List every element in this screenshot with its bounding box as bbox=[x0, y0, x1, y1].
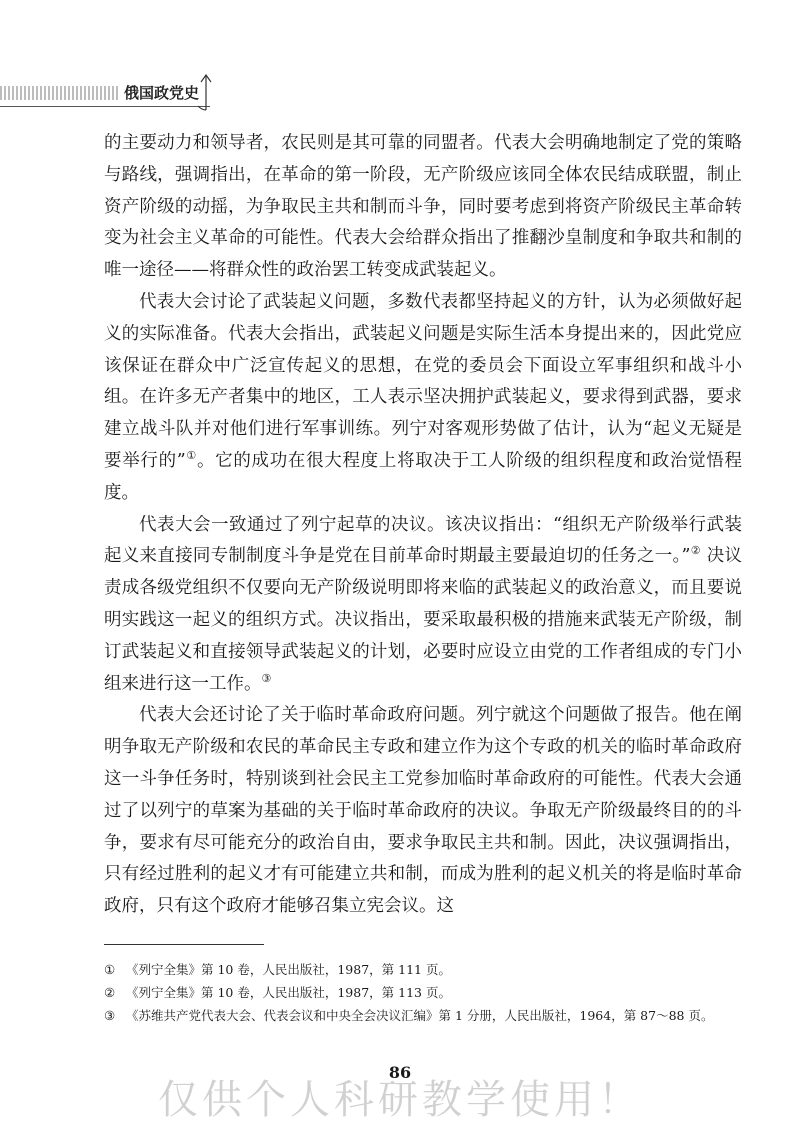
paragraph bbox=[104, 128, 742, 287]
header-rule bbox=[0, 106, 210, 107]
footnote-item bbox=[104, 981, 744, 1004]
footnote-ref[interactable]: ② bbox=[690, 544, 701, 558]
footnote-item bbox=[104, 958, 744, 981]
paragraph bbox=[104, 287, 742, 510]
watermark: 仅供个人科研教学使用！ bbox=[158, 1077, 642, 1123]
footnote-text: 《列宁全集》第 10 卷，人民出版社，1987，第 111 页。 bbox=[126, 962, 451, 977]
running-header bbox=[0, 72, 230, 114]
footnote-mark: ③ bbox=[104, 1008, 116, 1023]
footnote-mark: ① bbox=[104, 962, 116, 977]
footnote-item bbox=[104, 1004, 744, 1027]
paragraph-text: 代表大会讨论了武装起义问题，多数代表都坚持起义的方针，认为必须做好起义的实际准备。代表大会指出，武装起义问题是实际生活本身提出来的，因此党应该保证在群众中广泛宣传起义的思想，在党的委员会下面设立军事组织和战斗小组。在许多无产者集中的地区，工人表示坚决拥护武装起义，要求得到武器，要求建立战斗队并对他们进行军事训练。列宁对客观形势做了估计，认为“起义无疑是要举行的” bbox=[104, 291, 742, 471]
paragraph-text: 的主要动力和领导者，农民则是其可靠的同盟者。代表大会明确地制定了党的策略与路线，强调指出，在革命的第一阶段，无产阶级应该同全体农民结成联盟，制止资产阶级的动摇，为争取民主共和制而斗争，同时要考虑到将资产阶级民主革命转变为社会主义革命的可能性。代表大会给群众指出了推翻沙皇制度和争取共和制的唯一途径——将群众性的政治罢工转变成武装起义。 bbox=[104, 133, 742, 281]
footnote-ref[interactable]: ③ bbox=[261, 671, 272, 685]
footnote-text: 《列宁全集》第 10 卷，人民出版社，1987，第 113 页。 bbox=[126, 985, 451, 1000]
body-text bbox=[104, 128, 742, 923]
paragraph-text: 。它的成功在很大程度上将取决于工人阶级的组织程度和政治觉悟程度。 bbox=[104, 450, 742, 503]
paragraph-text: 代表大会还讨论了关于临时革命政府问题。列宁就这个问题做了报告。他在阐明争取无产阶级和农民的革命民主专政和建立作为这个专政的机关的临时革命政府这一斗争任务时，特别谈到社会民主工党参加临时革命政府的可能性。代表大会通过了以列宁的草案为基础的关于临时革命政府的决议。争取无产阶级最终目的的斗争，要求有尽可能充分的政治自由，要求争取民主共和制。因此，决议强调指出，只有经过胜利的起义才有可能建立共和制，而成为胜利的起义机关的将是临时革命政府，只有这个政府才能够召集立宪会议。这 bbox=[104, 705, 742, 917]
header-hatch-decoration bbox=[0, 86, 118, 100]
paragraph-text: 代表大会一致通过了列宁起草的决议。该决议指出：“组织无产阶级举行武装起义来直接同专制制度斗争是党在目前革命时期最主要最迫切的任务之一。” bbox=[104, 514, 742, 567]
paragraph-text: 决议责成各级党组织不仅要向无产阶级说明即将来临的武装起义的政治意义，而且要说明实践这一起义的组织方式。决议指出，要采取最积极的措施来武装无产阶级，制订武装起义和直接领导武装起义的计划，必要时应设立由党的工作者组成的专门小组来进行这一工作。 bbox=[104, 546, 742, 694]
footnote-text: 《苏维共产党代表大会、代表会议和中央全会决议汇编》第 1 分册，人民出版社，1964，第 87～88 页。 bbox=[126, 1008, 714, 1023]
footnote-rule bbox=[104, 944, 264, 945]
page-number: 86 bbox=[388, 1063, 412, 1082]
paragraph bbox=[104, 700, 742, 923]
paragraph bbox=[104, 510, 742, 701]
running-header-title: 俄国政党史 bbox=[124, 84, 200, 102]
header-arrow-icon bbox=[196, 72, 216, 112]
footnotes bbox=[104, 958, 744, 1027]
footnote-ref[interactable]: ① bbox=[185, 449, 197, 463]
footnote-mark: ② bbox=[104, 985, 116, 1000]
